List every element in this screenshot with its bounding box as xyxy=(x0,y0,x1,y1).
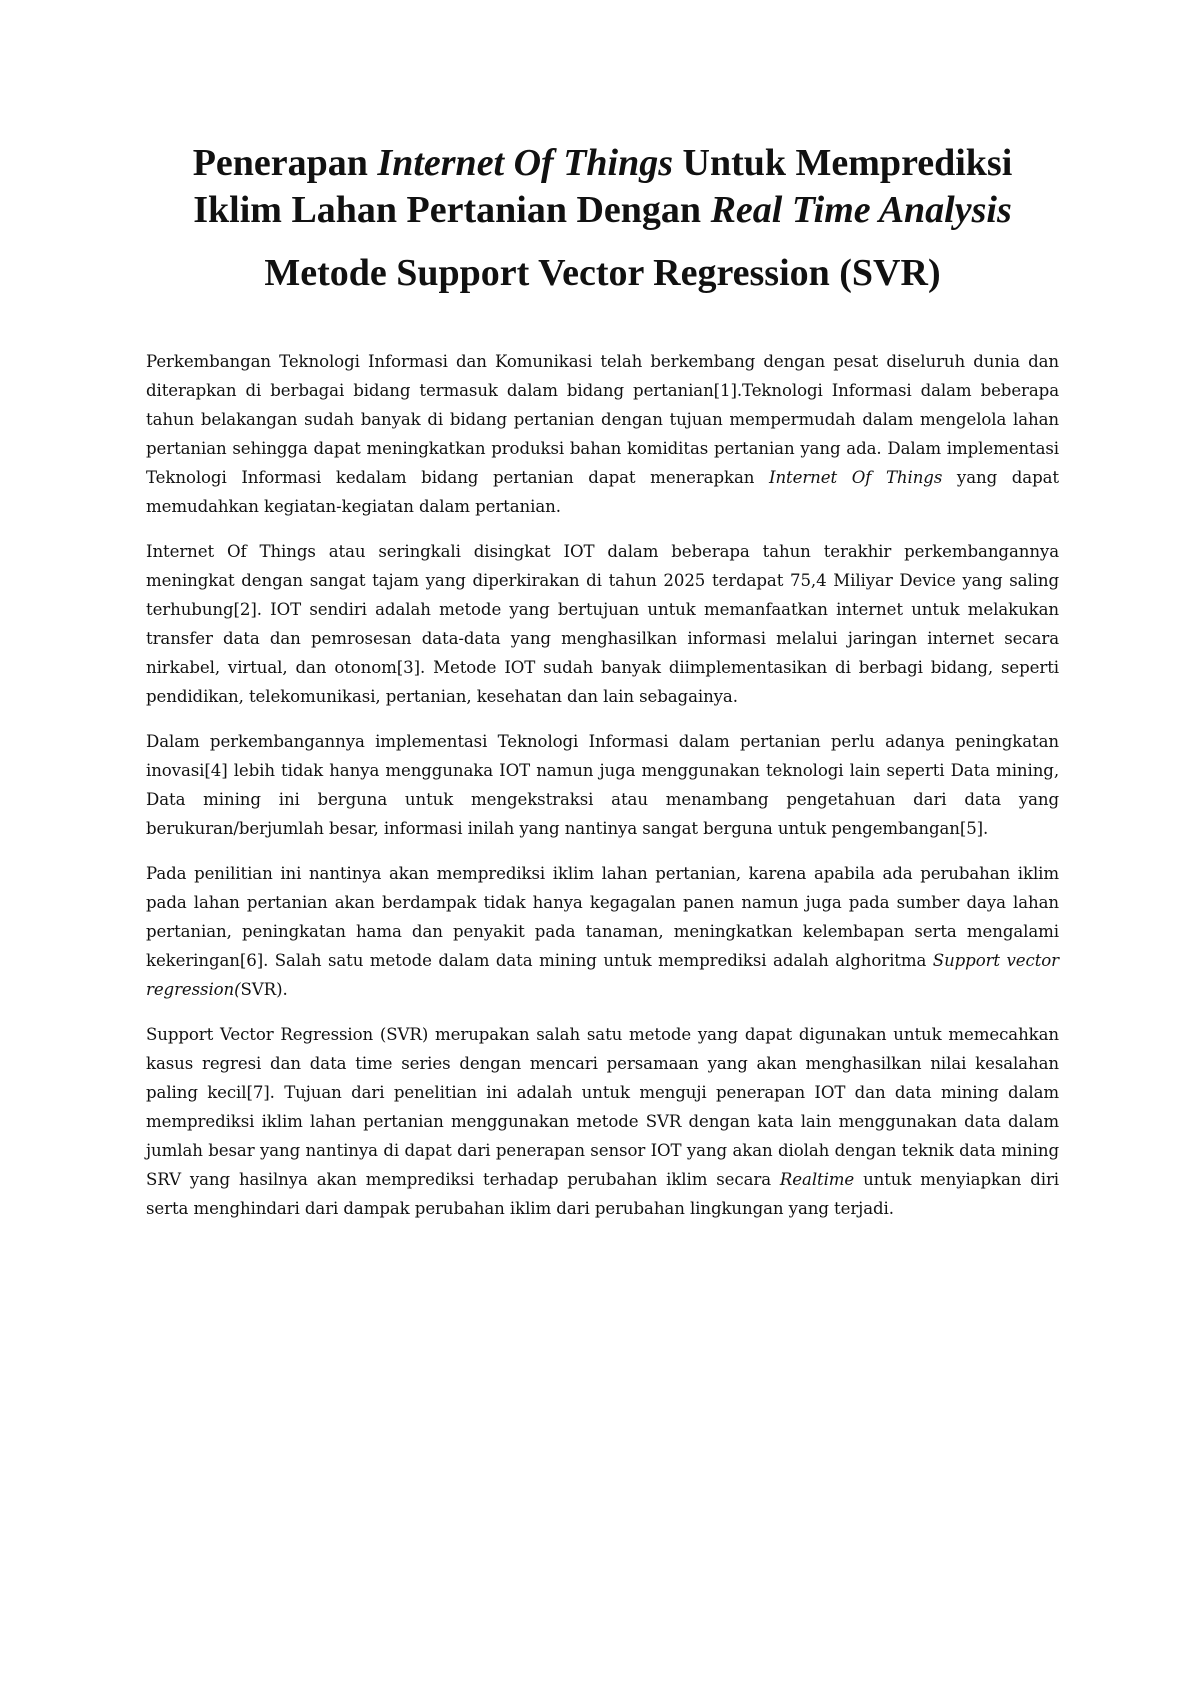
title-line-1 xyxy=(146,140,1059,187)
document-subtitle: Metode Support Vector Regression (SVR) xyxy=(264,252,941,294)
paragraph-4 xyxy=(146,859,1059,1004)
title-segment-italic: Real Time Analysis xyxy=(710,189,1012,231)
title-segment: Iklim Lahan Pertanian Dengan xyxy=(193,189,711,231)
document-title xyxy=(146,140,1059,234)
paragraph-1 xyxy=(146,347,1059,521)
paragraph-2 xyxy=(146,537,1059,711)
paragraph-text: yang dapat memudahkan kegiatan-kegiatan dalam pertanian. xyxy=(146,468,1059,516)
title-line-2 xyxy=(146,187,1059,234)
paragraph-text-italic: Realtime xyxy=(779,1170,855,1189)
document-body xyxy=(146,347,1059,1223)
title-segment-italic: Internet Of Things xyxy=(377,142,674,184)
paragraph-text: SVR). xyxy=(240,980,288,999)
paragraph-text: Pada penilitian ini nantinya akan memprediksi iklim lahan pertanian, karena apabila ada perubahan iklim pada lahan pertanian akan berdampak tidak hanya kegagalan panen namun juga pada sumber daya lahan pertanian, peningkatan hama dan penyakit pada tanaman, meningkatkan kelembapan serta mengalami kekeringan[6]. Salah satu metode dalam data mining untuk memprediksi adalah alghoritma xyxy=(146,864,1059,970)
paragraph-text-italic: Internet Of Things xyxy=(769,468,943,487)
paragraph-5 xyxy=(146,1020,1059,1223)
paragraph-text: Internet Of Things atau seringkali disingkat IOT dalam beberapa tahun terakhir perkembangannya meningkat dengan sangat tajam yang diperkirakan di tahun 2025 terdapat 75,4 Miliyar Device yang saling terhubung[2]. IOT sendiri adalah metode yang bertujuan untuk memanfaatkan internet untuk melakukan transfer data dan pemrosesan data-data yang menghasilkan informasi melalui jaringan internet secara nirkabel, virtual, dan otonom[3]. Metode IOT sudah banyak diimplementasikan di berbagi bidang, seperti pendidikan, telekomunikasi, pertanian, kesehatan dan lain sebagainya. xyxy=(146,542,1059,706)
document-page xyxy=(146,140,1059,1239)
title-segment: Penerapan xyxy=(192,142,378,184)
paragraph-text: untuk menyiapkan diri serta menghindari dari dampak perubahan iklim dari perubahan lingkungan yang terjadi. xyxy=(146,1170,1060,1218)
paragraph-text: Dalam perkembangannya implementasi Teknologi Informasi dalam pertanian perlu adanya peningkatan inovasi[4] lebih tidak hanya menggunaka IOT namun juga menggunakan teknologi lain seperti Data mining, Data mining ini berguna untuk mengekstraksi atau menambang pengetahuan dari data yang berukuran/berjumlah besar, informasi inilah yang nantinya sangat berguna untuk pengembangan[5]. xyxy=(146,732,1059,838)
paragraph-text: Support Vector Regression (SVR) merupakan salah satu metode yang dapat digunakan untuk memecahkan kasus regresi dan data time series dengan mencari persamaan yang akan menghasilkan nilai kesalahan paling kecil[7]. Tujuan dari penelitian ini adalah untuk menguji penerapan IOT dan data mining dalam memprediksi iklim lahan pertanian menggunakan metode SVR dengan kata lain menggunakan data dalam jumlah besar yang nantinya di dapat dari penerapan sensor IOT yang akan diolah dengan teknik data mining SRV yang hasilnya akan memprediksi terhadap perubahan iklim secara xyxy=(146,1025,1059,1189)
paragraph-text: Perkembangan Teknologi Informasi dan Komunikasi telah berkembang dengan pesat diseluruh dunia dan diterapkan di berbagai bidang termasuk dalam bidang pertanian[1].Teknologi Informasi dalam beberapa tahun belakangan sudah banyak di bidang pertanian dengan tujuan mempermudah dalam mengelola lahan pertanian sehingga dapat meningkatkan produksi bahan komiditas pertanian yang ada. Dalam implementasi Teknologi Informasi kedalam bidang pertanian dapat menerapkan xyxy=(146,352,1059,487)
title-segment: Untuk Memprediksi xyxy=(673,142,1013,184)
paragraph-text-italic: Support vector regression( xyxy=(146,951,1059,999)
paragraph-3 xyxy=(146,727,1059,843)
